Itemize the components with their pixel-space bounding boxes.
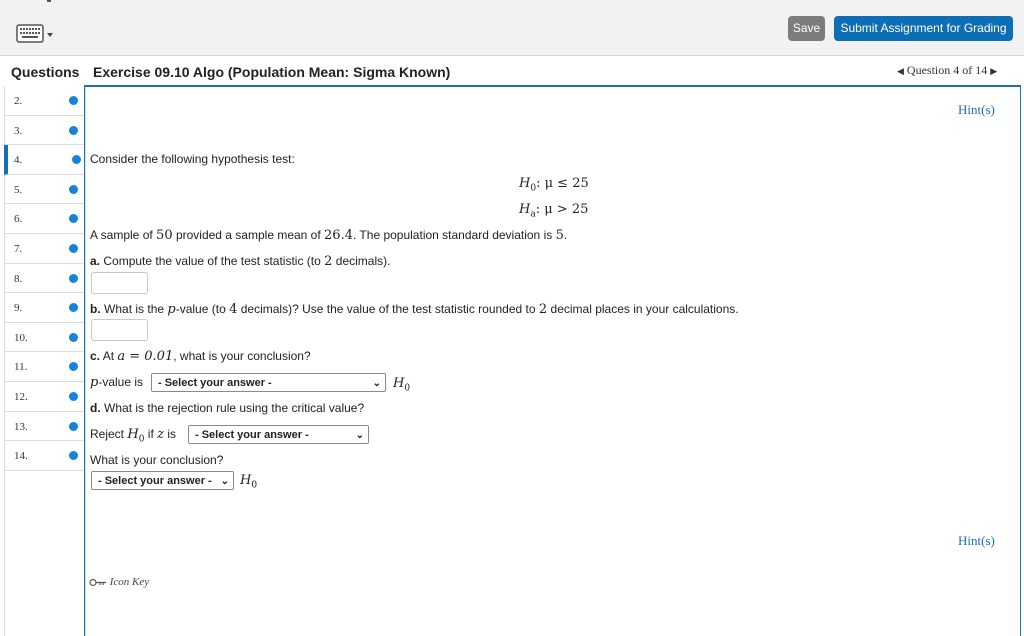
sample-description: A sample of 50 provided a sample mean of 26.4. The population standard deviation is 5. bbox=[90, 228, 568, 243]
null-hypothesis: $H_0$: μ ≤ 25 bbox=[519, 176, 589, 194]
exercise-title: Exercise 09.10 Algo (Population Mean: Sigma Known) bbox=[93, 64, 451, 80]
question-number: 11. bbox=[14, 361, 28, 374]
status-dot-icon bbox=[69, 214, 78, 223]
question-number: 8. bbox=[14, 272, 23, 285]
question-number: 9. bbox=[14, 302, 23, 315]
key-icon bbox=[89, 578, 107, 587]
question-item[interactable] bbox=[5, 86, 85, 116]
question-number: 3. bbox=[14, 124, 23, 137]
status-dot-icon bbox=[69, 333, 78, 342]
status-dot-icon bbox=[69, 185, 78, 194]
prev-question-icon[interactable]: ◀ bbox=[897, 66, 904, 76]
question-number: 5. bbox=[14, 183, 23, 196]
status-dot-icon bbox=[69, 362, 78, 371]
p-value-input[interactable] bbox=[91, 319, 148, 341]
status-dot-icon bbox=[69, 422, 78, 431]
h0-conclusion-label: $H_0$ bbox=[240, 473, 258, 491]
rejection-rule-select[interactable]: - Select your answer - ⌄ bbox=[188, 425, 369, 444]
status-dot-icon bbox=[69, 244, 78, 253]
save-button[interactable]: Save bbox=[788, 16, 825, 41]
keyboard-icon[interactable] bbox=[16, 22, 56, 46]
top-toolbar bbox=[0, 0, 1024, 56]
intro-text: Consider the following hypothesis test: bbox=[90, 152, 295, 166]
question-item[interactable] bbox=[5, 382, 85, 412]
chevron-down-icon: ⌄ bbox=[220, 476, 229, 487]
chevron-down-icon: ⌄ bbox=[355, 430, 364, 441]
question-item[interactable] bbox=[5, 412, 85, 442]
next-question-icon[interactable]: ▶ bbox=[990, 66, 998, 76]
conclusion-select[interactable]: - Select your answer - ⌄ bbox=[91, 471, 234, 490]
question-number: 7. bbox=[14, 242, 23, 255]
hint-link-bottom[interactable]: Hint(s) bbox=[958, 533, 995, 548]
question-navigator bbox=[897, 63, 997, 78]
question-number: 13. bbox=[14, 420, 28, 433]
question-number: 6. bbox=[14, 213, 23, 226]
status-dot-icon bbox=[69, 126, 78, 135]
question-number: 12. bbox=[14, 390, 28, 403]
alternative-hypothesis: $H_a$: μ > 25 bbox=[519, 202, 589, 220]
status-dot-icon bbox=[69, 451, 78, 460]
status-dot-icon bbox=[69, 392, 78, 401]
icon-key-label: Icon Key bbox=[109, 576, 150, 588]
question-item-active[interactable] bbox=[4, 145, 85, 175]
question-number: 2. bbox=[14, 95, 23, 107]
question-number: 4. bbox=[14, 154, 23, 167]
status-dot-icon bbox=[69, 274, 78, 283]
question-item[interactable] bbox=[5, 441, 85, 471]
h0-inline-label: $H_0$ bbox=[393, 376, 411, 394]
part-a-prompt: a. Compute the value of the test statistic (to 2 decimals). bbox=[90, 254, 391, 269]
hint-link-top[interactable]: Hint(s) bbox=[958, 102, 995, 117]
question-item[interactable] bbox=[5, 116, 85, 146]
reject-rule-label: Reject $H_0$ if z is bbox=[90, 427, 176, 445]
chevron-down-icon: ⌄ bbox=[372, 378, 381, 389]
test-statistic-input[interactable] bbox=[91, 272, 148, 294]
question-item[interactable] bbox=[5, 264, 85, 294]
question-item[interactable] bbox=[5, 175, 85, 205]
question-number: 14. bbox=[14, 450, 28, 463]
question-number: 10. bbox=[14, 331, 28, 344]
status-dot-icon bbox=[69, 303, 78, 312]
question-position-label: Question 4 of 14 bbox=[906, 63, 988, 77]
status-dot-icon bbox=[69, 96, 78, 105]
question-item[interactable] bbox=[5, 293, 85, 323]
top-tick-mark bbox=[47, 0, 51, 2]
question-item[interactable] bbox=[5, 352, 85, 382]
question-list bbox=[4, 86, 86, 636]
p-value-conclusion-label: p-value is bbox=[90, 375, 144, 390]
part-b-prompt: b. What is the p-value (to 4 decimals)? Use the value of the test statistic rounded to 2 decimal places in your calculations. bbox=[90, 302, 739, 317]
question-item[interactable] bbox=[5, 204, 85, 234]
question-item[interactable] bbox=[5, 323, 85, 353]
icon-key[interactable] bbox=[89, 576, 149, 588]
questions-header: Questions bbox=[11, 64, 80, 80]
part-c-prompt: c. At a = 0.01, what is your conclusion? bbox=[90, 349, 311, 364]
conclusion-question: What is your conclusion? bbox=[90, 453, 224, 467]
question-item[interactable] bbox=[5, 234, 85, 264]
p-value-conclusion-select[interactable]: - Select your answer - ⌄ bbox=[151, 373, 386, 392]
submit-assignment-button[interactable]: Submit Assignment for Grading bbox=[834, 16, 1013, 41]
status-dot-icon bbox=[72, 155, 81, 164]
part-d-prompt: d. What is the rejection rule using the critical value? bbox=[90, 401, 365, 415]
